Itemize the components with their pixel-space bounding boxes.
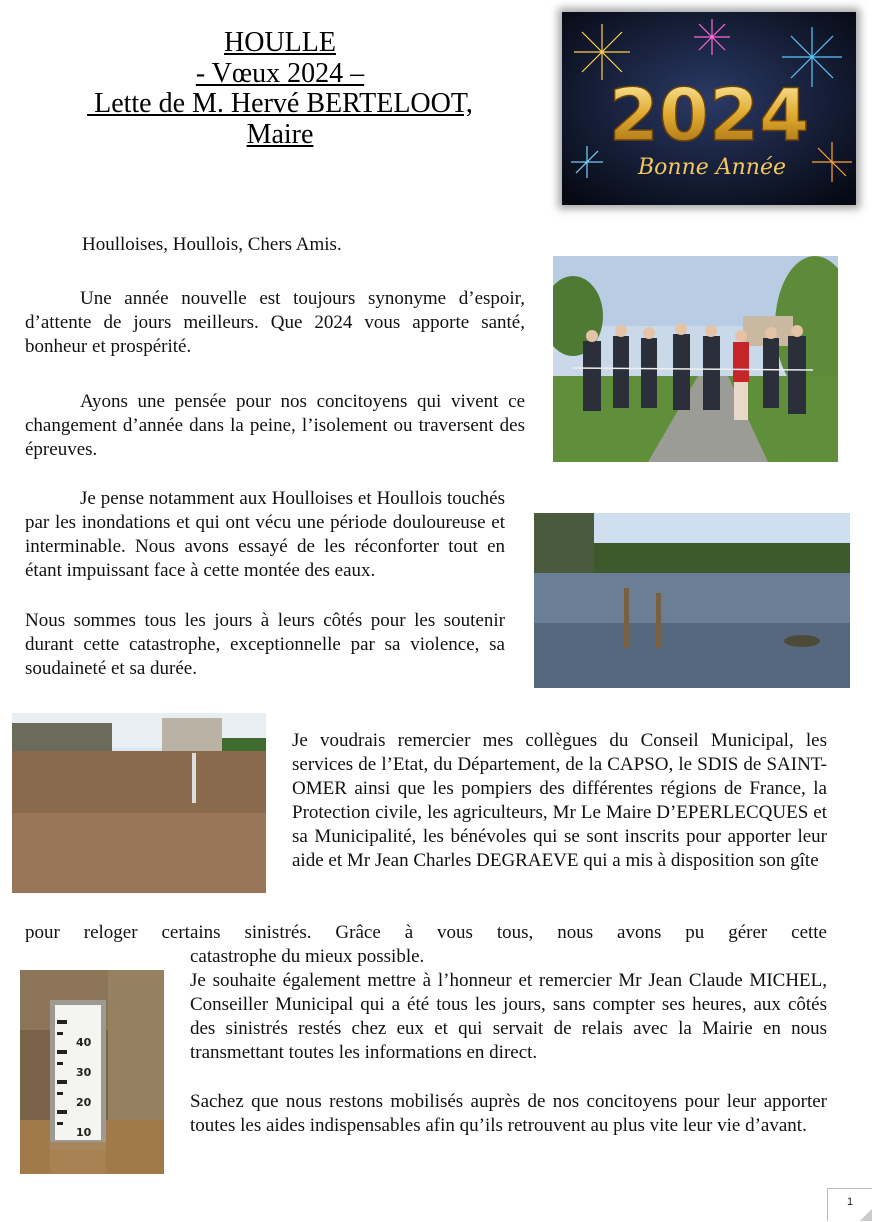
gauge-mark-30: 30 (76, 1066, 92, 1079)
paragraph-mobilised: Sachez que nous restons mobilisés auprès de nos concitoyens pour leur apporter toutes les aides indispensables afin qu’ils retrouvent au plus vite leur vie d’avant. (190, 1091, 827, 1136)
ribbon-cutting-photo (553, 256, 838, 462)
page-number: 1 (827, 1188, 872, 1221)
title-mayor: Maire (246, 118, 314, 150)
gauge-mark-10: 10 (76, 1126, 92, 1139)
salutation: Houlloises, Houllois, Chers Amis. (82, 234, 342, 255)
paragraph-thanks: Je voudrais remercier mes collègues du Conseil Municipal, les services de l’Etat, du Département, de la CAPSO, le SDIS de SAINT-OMER ainsi que les pompiers des différentes régions de France, la Protection civile, les agriculteurs, Mr Le Maire D’EPERLECQUES et sa Municipalité, les bénévoles qui se sont inscrits pour apporter leur aide et Mr Jean Charles DEGRAEVE qui a mis à disposition son gîte (292, 730, 827, 871)
paragraph-support: Nous sommes tous les jours à leurs côtés pour les soutenir durant cette catastrophe, exceptionnelle par sa violence, sa soudaineté et sa durée. (25, 610, 505, 679)
paragraph-floods: Je pense notamment aux Houlloises et Houllois touchés par les inondations et qui ont vécu une période douloureuse et interminable. Nous avons essayé de les réconforter tout en étant impuissant face à cette montée des eaux. (25, 488, 505, 581)
flooded-river-photo (534, 513, 850, 688)
paragraph-thanks-end: catastrophe du mieux possible. (190, 946, 425, 967)
gauge-mark-40: 40 (76, 1036, 92, 1049)
card-year: 2024 (608, 73, 810, 157)
gauge-mark-20: 20 (76, 1096, 92, 1109)
flooded-street-photo (12, 713, 266, 893)
title-letter: Lette de M. Hervé BERTELOOT, (87, 88, 473, 119)
paragraph-honour: Je souhaite également mettre à l’honneur et remercier Mr Jean Claude MICHEL, Conseiller Municipal qui a été tous les jours, sans compter ses heures, aux côtés des sinistrés restés chez eux et qui servait de relais avec la Mairie en nous transmettant toutes les informations en direct. (190, 970, 827, 1063)
card-greeting: Bonne Année (637, 155, 787, 180)
new-year-card-image (562, 12, 856, 205)
title-town: HOULLE (224, 27, 336, 58)
document-title (40, 28, 520, 150)
water-gauge-photo (20, 970, 164, 1174)
title-wishes: - Vœux 2024 – (195, 57, 365, 89)
paragraph-wishes: Une année nouvelle est toujours synonyme d’espoir, d’attente de jours meilleurs. Que 2024 vous apporte santé, bonheur et prospérité. (25, 288, 525, 357)
paragraph-thoughts: Ayons une pensée pour nos concitoyens qui vivent ce changement d’année dans la peine, l’isolement ou traversent des épreuves. (25, 391, 525, 460)
paragraph-thanks-cont: pour reloger certains sinistrés. Grâce à vous tous, nous avons pu gérer cette (25, 922, 827, 943)
